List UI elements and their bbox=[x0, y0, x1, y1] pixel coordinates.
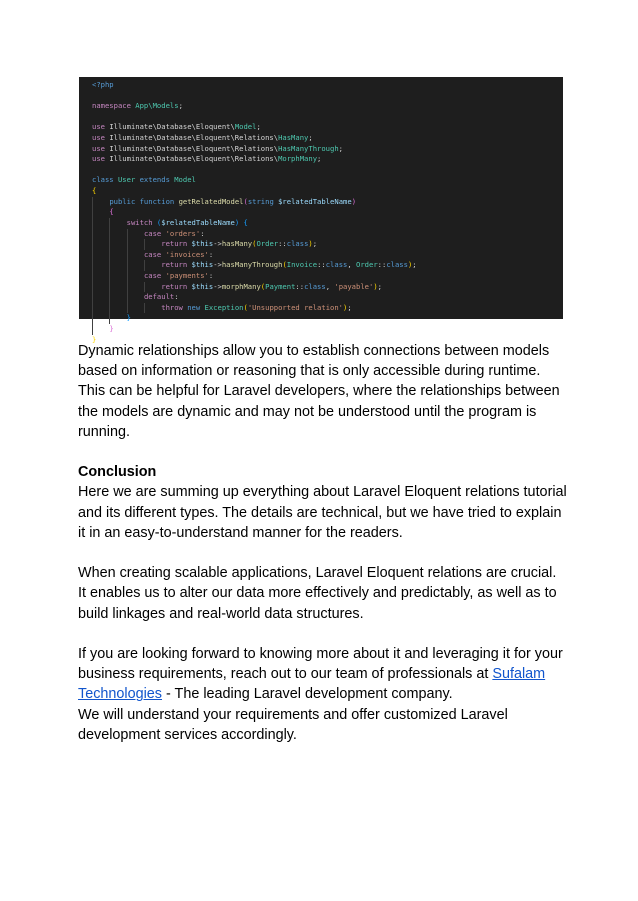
code-line: case 'payments': bbox=[92, 271, 563, 282]
conclusion-paragraph-2: When creating scalable applications, Laravel Eloquent relations are crucial. It enables us to alter our data more effectively and predictably, as well as to build linkages and real-world data structures. bbox=[78, 565, 557, 622]
code-line: return $this->hasMany(Order::class); bbox=[92, 239, 563, 250]
code-screenshot bbox=[79, 77, 563, 344]
code-line: { bbox=[92, 207, 563, 218]
code-line: case 'invoices': bbox=[92, 250, 563, 261]
conclusion-paragraph-4: We will understand your requirements and offer customized Laravel development services accordingly. bbox=[78, 706, 508, 743]
code-line bbox=[92, 91, 563, 102]
code-line: return $this->morphMany(Payment::class, 'payable'); bbox=[92, 282, 563, 293]
code-line: use Illuminate\Database\Eloquent\Model; bbox=[92, 122, 261, 132]
code-line: default: bbox=[92, 292, 563, 303]
sufalam-technologies-link[interactable]: Sufalam Technologies bbox=[78, 666, 546, 703]
code-line: namespace App\Models; bbox=[92, 101, 183, 111]
code-line: class User extends Model bbox=[92, 175, 196, 185]
conclusion-paragraph-3 bbox=[78, 644, 568, 705]
code-line: return $this->hasManyThrough(Invoice::class, Order::class); bbox=[92, 260, 563, 271]
code-line: <?php bbox=[92, 80, 114, 89]
conclusion-paragraph-1: Here we are summing up everything about Laravel Eloquent relations tutorial and its different types. The details are technical, but we have tried to explain it in an easy-to-understand manner for the readers. bbox=[78, 484, 567, 541]
code-line: case 'orders': bbox=[92, 229, 563, 240]
code-line: use Illuminate\Database\Eloquent\Relations\HasManyThrough; bbox=[92, 143, 343, 153]
code-line: use Illuminate\Database\Eloquent\Relations\MorphMany; bbox=[92, 154, 322, 164]
code-line: } bbox=[92, 313, 563, 324]
code-line: { bbox=[92, 186, 97, 196]
intro-paragraph: Dynamic relationships allow you to establish connections between models based on information or reasoning that is only accessible during runtime. This can be helpful for Laravel developers, where the relationships between the models are dynamic and may not be understood until the program is running. bbox=[78, 343, 560, 440]
document-body bbox=[78, 341, 568, 765]
code-line: use Illuminate\Database\Eloquent\Relations\HasMany; bbox=[92, 133, 313, 143]
code-line: public function getRelatedModel(string $relatedTableName) bbox=[92, 197, 563, 208]
conclusion-heading: Conclusion bbox=[78, 464, 157, 481]
code-line bbox=[92, 165, 563, 176]
code-line bbox=[92, 112, 563, 123]
paragraph-3-text-after-link: - The leading Laravel development company. bbox=[162, 686, 453, 703]
code-line: } bbox=[92, 334, 97, 344]
paragraph-3-text-before-link: If you are looking forward to knowing more about it and leveraging it for your business requirements, reach out to our team of professionals at bbox=[78, 646, 563, 683]
code-line: switch ($relatedTableName) { bbox=[92, 218, 563, 229]
code-line: throw new Exception('Unsupported relation'); bbox=[92, 303, 563, 314]
code-line: } bbox=[92, 324, 563, 335]
